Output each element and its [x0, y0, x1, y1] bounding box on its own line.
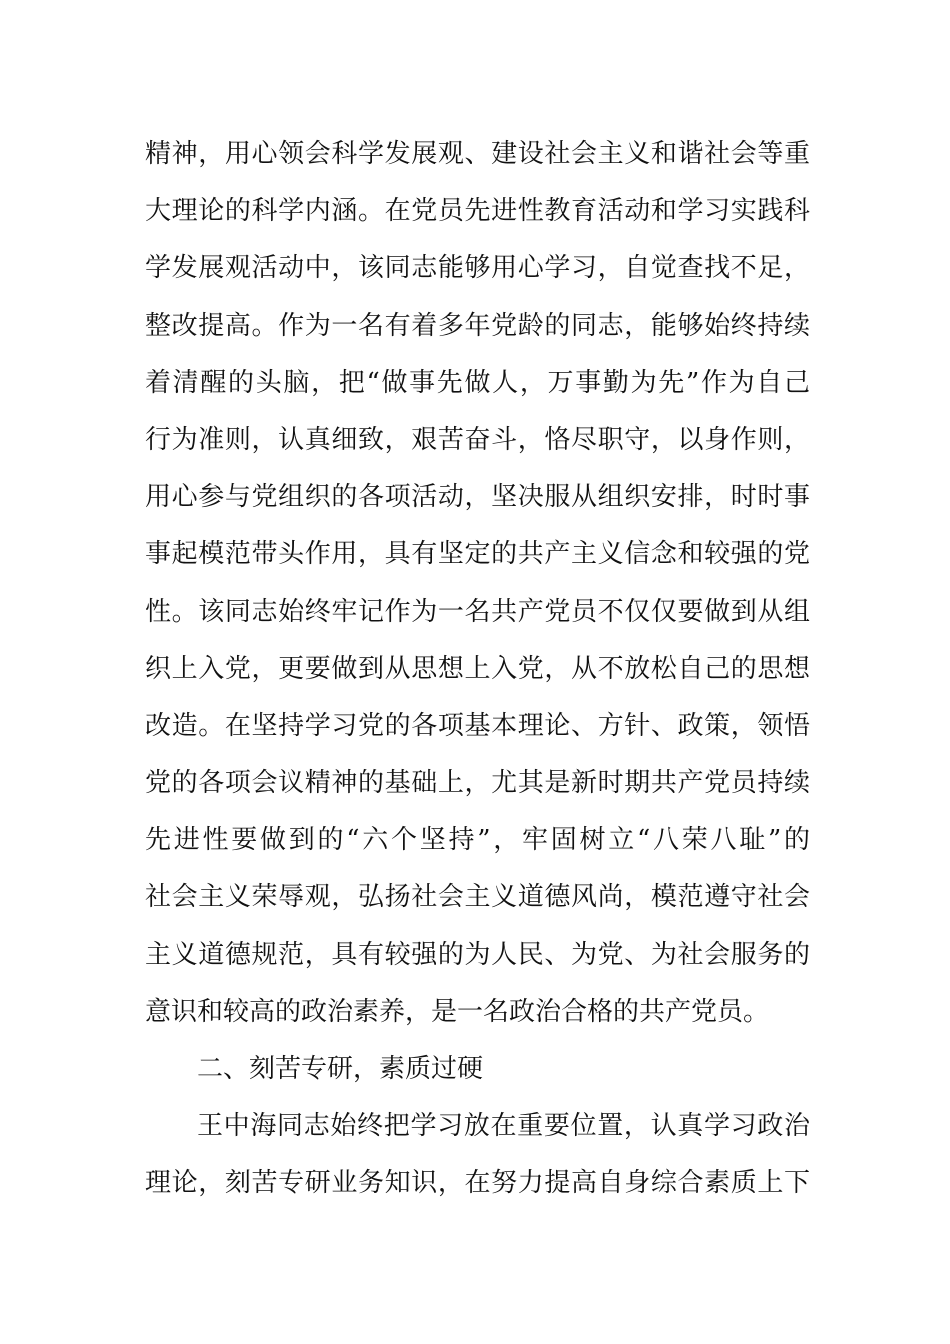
paragraph-line: 先进性要做到的“六个坚持”，牢固树立“八荣八耻”的	[145, 825, 810, 856]
paragraph-line: 意识和较高的政治素养，是一名政治合格的共产党员。	[145, 996, 770, 1027]
paragraph-line: 精神，用心领会科学发展观、建设社会主义和谐社会等重	[145, 139, 810, 169]
section-heading	[145, 1041, 810, 1098]
paragraph-line: 社会主义荣辱观，弘扬社会主义道德风尚，模范遵守社会	[145, 882, 810, 913]
paragraph-line: 整改提高。作为一名有着多年党龄的同志，能够始终持续	[145, 310, 810, 341]
paragraph-line: 性。该同志始终牢记作为一名共产党员不仅仅要做到从组	[145, 596, 810, 627]
paragraph-2	[145, 1098, 810, 1212]
paragraph-line: 党的各项会议精神的基础上，尤其是新时期共产党员持续	[145, 768, 810, 799]
paragraph-1	[145, 126, 810, 1041]
document-body	[145, 126, 810, 1213]
paragraph-line: 理论，刻苦专研业务知识，在努力提高自身综合素质上下	[145, 1168, 810, 1199]
paragraph-line: 主义道德规范，具有较强的为人民、为党、为社会服务的	[145, 939, 810, 970]
paragraph-line: 用心参与党组织的各项活动，坚决服从组织安排，时时事	[145, 482, 810, 513]
paragraph-line: 织上入党，更要做到从思想上入党，从不放松自己的思想	[145, 653, 810, 684]
paragraph-line: 学发展观活动中，该同志能够用心学习，自觉查找不足，	[145, 253, 810, 284]
paragraph-line: 大理论的科学内涵。在党员先进性教育活动和学习实践科	[145, 196, 810, 227]
paragraph-line: 王中海同志始终把学习放在重要位置，认真学习政治	[197, 1111, 810, 1142]
paragraph-line: 着清醒的头脑，把“做事先做人，万事勤为先”作为自己	[145, 367, 810, 398]
paragraph-line: 事起模范带头作用，具有坚定的共产主义信念和较强的党	[145, 539, 810, 570]
section-heading-text: 二、刻苦专研，素质过硬	[197, 1054, 484, 1084]
paragraph-line: 行为准则，认真细致，艰苦奋斗，恪尽职守，以身作则，	[145, 424, 810, 455]
paragraph-line: 改造。在坚持学习党的各项基本理论、方针、政策，领悟	[145, 710, 810, 741]
